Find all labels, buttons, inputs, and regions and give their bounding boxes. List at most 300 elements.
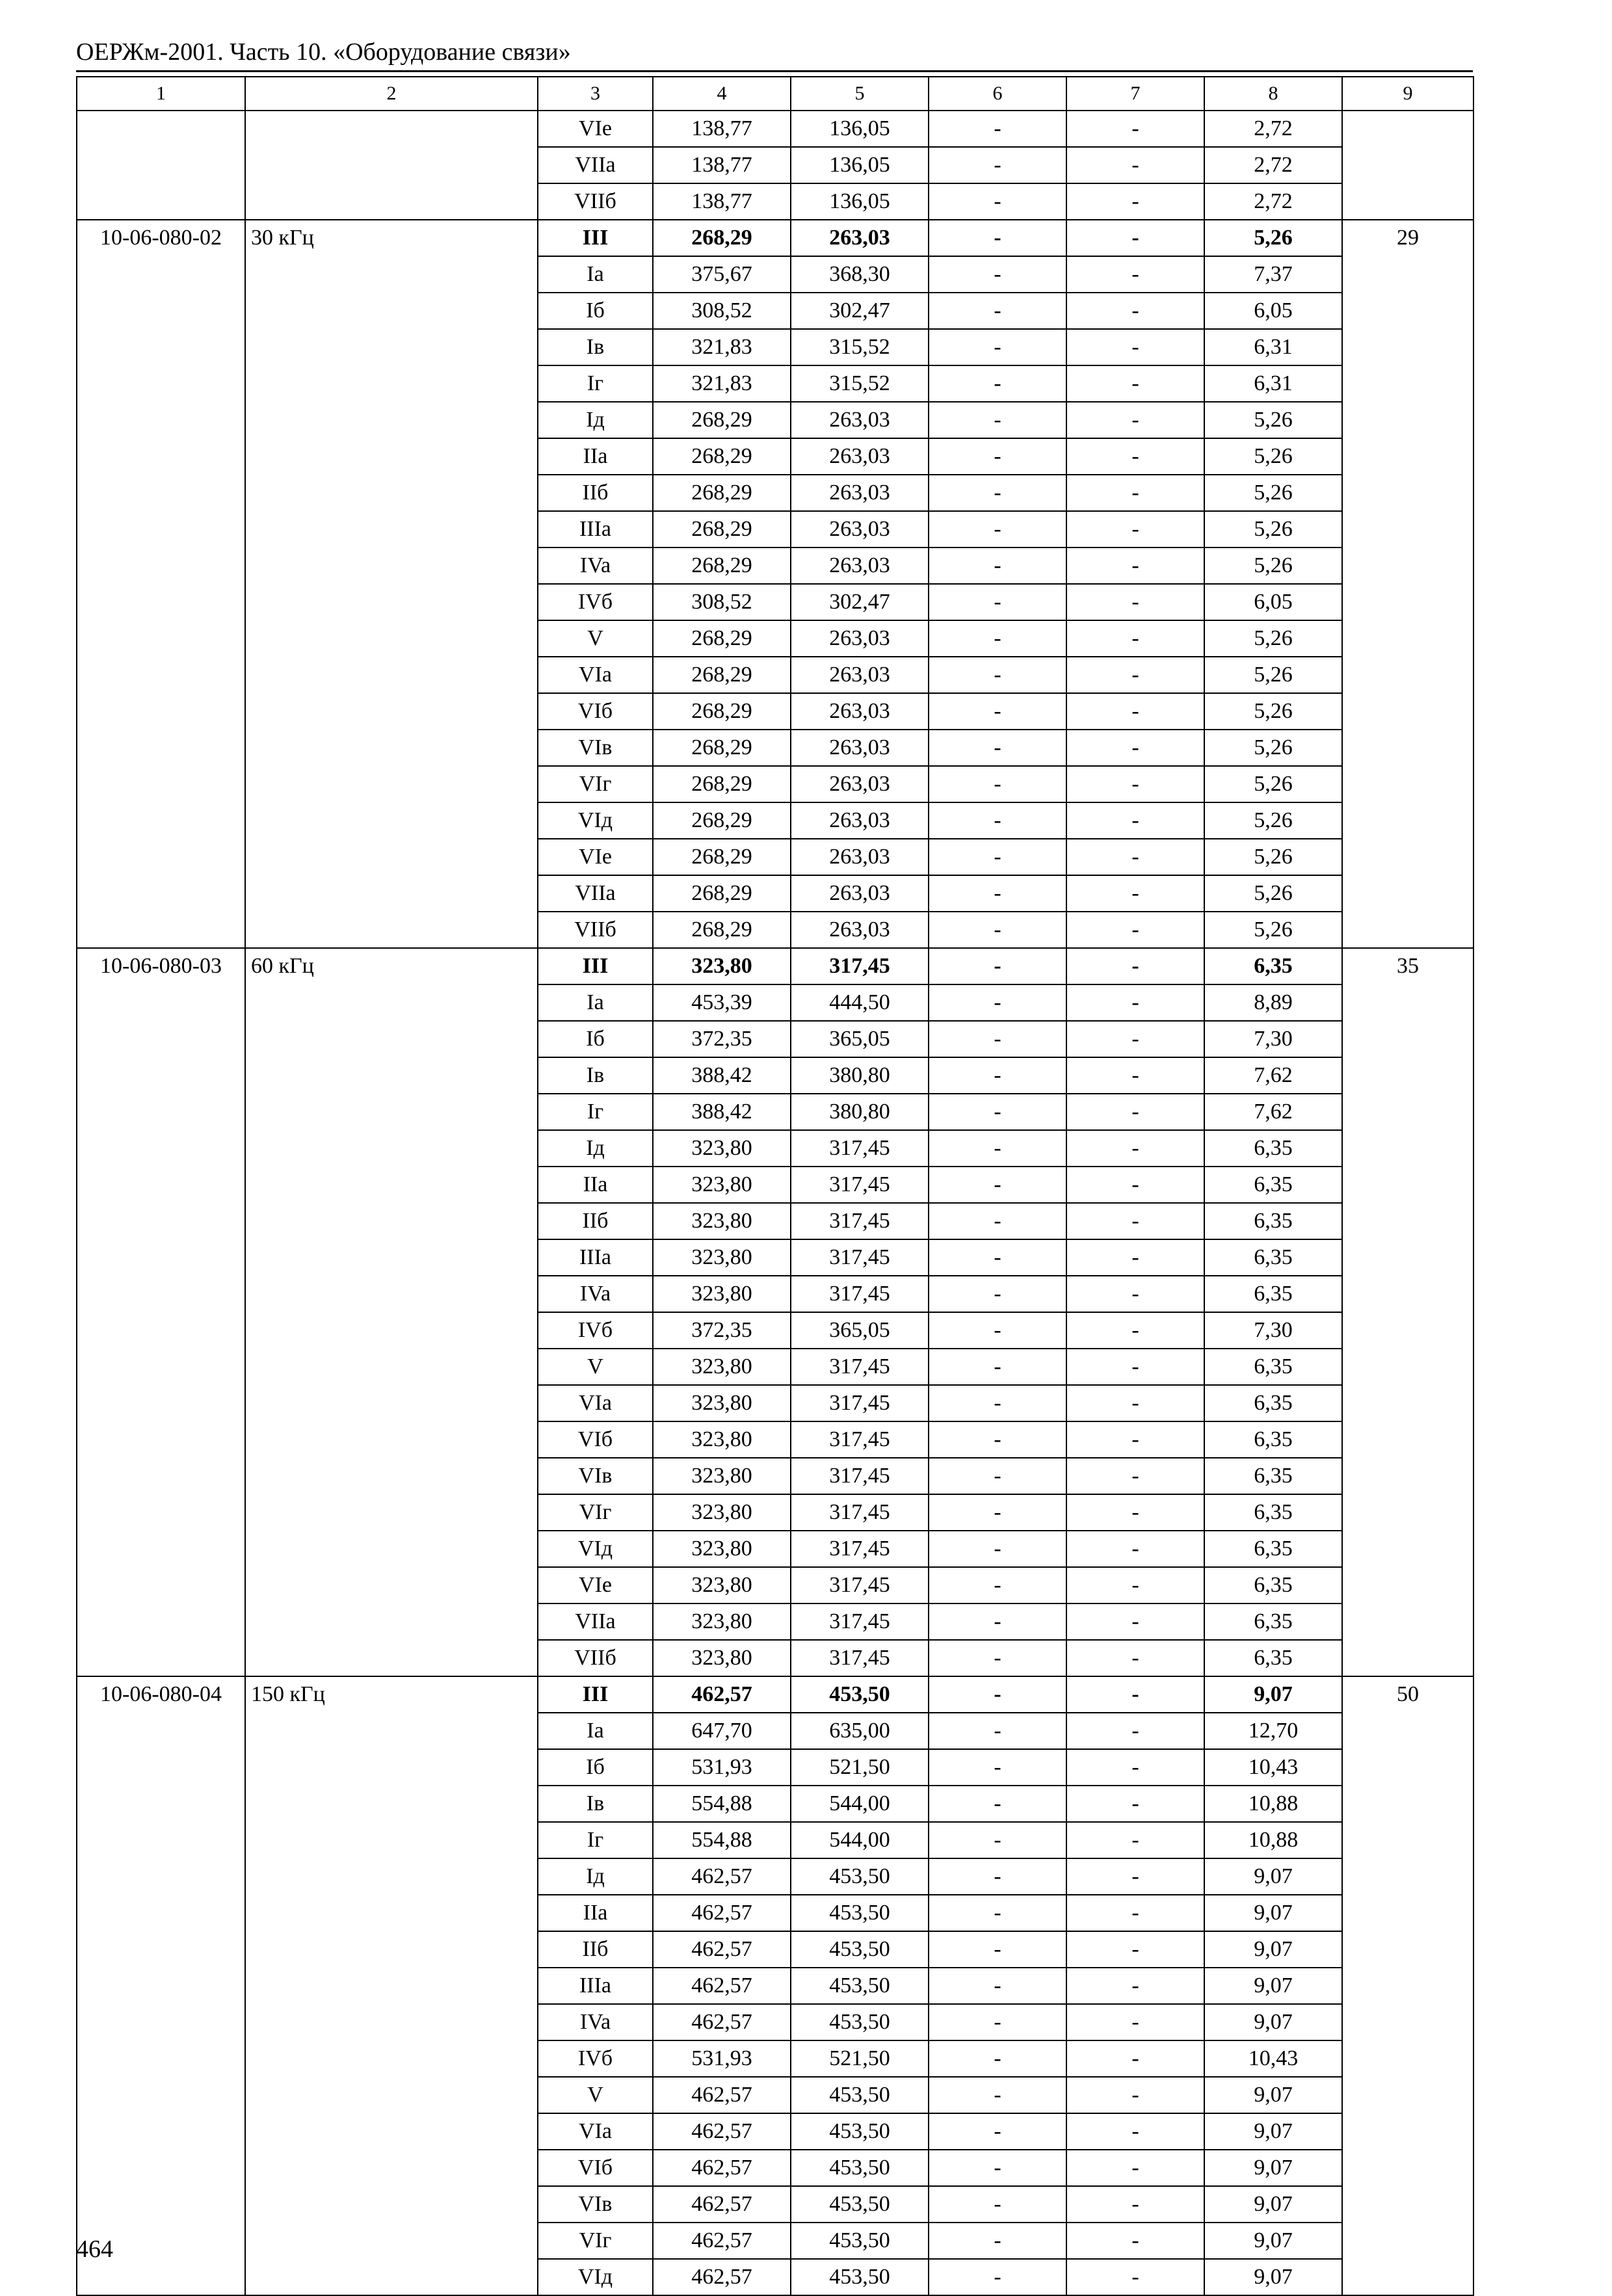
value-cell: 462,57 (653, 2004, 791, 2040)
value-cell: 317,45 (791, 1421, 929, 1458)
value-cell: - (1066, 766, 1204, 802)
value-cell: 321,83 (653, 365, 791, 402)
value-cell: 6,05 (1204, 293, 1342, 329)
value-cell: - (929, 839, 1066, 875)
value-cell: - (929, 1057, 1066, 1094)
value-cell: - (1066, 402, 1204, 438)
value-cell: 7,37 (1204, 256, 1342, 293)
value-cell: 453,50 (791, 2259, 929, 2295)
value-cell: - (1066, 1167, 1204, 1203)
value-cell: 317,45 (791, 1167, 929, 1203)
value-cell: 9,07 (1204, 2077, 1342, 2113)
zone-cell: Iв (538, 1057, 653, 1094)
value-cell: - (1066, 2077, 1204, 2113)
zone-cell: IVб (538, 2040, 653, 2077)
value-cell: 136,05 (791, 147, 929, 183)
value-cell: - (929, 1931, 1066, 1968)
value-cell: 375,67 (653, 256, 791, 293)
value-cell: 308,52 (653, 584, 791, 620)
zone-cell: VIв (538, 2186, 653, 2223)
value-cell: - (929, 1094, 1066, 1130)
zone-cell: VIe (538, 839, 653, 875)
zone-cell: VIв (538, 1458, 653, 1494)
value-cell: - (929, 1822, 1066, 1858)
value-cell: - (1066, 875, 1204, 912)
value-cell: - (929, 548, 1066, 584)
value-cell: 388,42 (653, 1057, 791, 1094)
value-cell: - (929, 2150, 1066, 2186)
value-cell: - (929, 620, 1066, 657)
value-cell: - (929, 912, 1066, 948)
zone-cell: VIг (538, 2223, 653, 2259)
zone-cell: Iд (538, 1858, 653, 1895)
value-cell: 531,93 (653, 2040, 791, 2077)
value-cell: 9,07 (1204, 2259, 1342, 2295)
value-cell: - (1066, 147, 1204, 183)
value-cell: - (1066, 1494, 1204, 1531)
item-code: 10-06-080-03 (77, 948, 245, 1676)
value-cell: - (929, 1021, 1066, 1057)
value-cell: - (929, 475, 1066, 511)
value-cell: 268,29 (653, 875, 791, 912)
value-cell: 10,88 (1204, 1786, 1342, 1822)
zone-cell: VIIб (538, 183, 653, 220)
value-cell: - (1066, 1130, 1204, 1167)
value-cell: 317,45 (791, 1567, 929, 1603)
value-cell: 6,31 (1204, 365, 1342, 402)
col9-value: 29 (1342, 220, 1473, 948)
value-cell: 323,80 (653, 1531, 791, 1567)
value-cell: - (929, 1676, 1066, 1713)
value-cell: - (929, 1968, 1066, 2004)
item-name: 30 кГц (245, 220, 538, 948)
value-cell: 462,57 (653, 2186, 791, 2223)
value-cell: - (929, 1421, 1066, 1458)
value-cell: - (929, 1640, 1066, 1676)
value-cell: - (929, 730, 1066, 766)
value-cell: 453,50 (791, 1895, 929, 1931)
value-cell: 5,26 (1204, 620, 1342, 657)
value-cell: - (1066, 1312, 1204, 1349)
value-cell: 368,30 (791, 256, 929, 293)
value-cell: - (929, 875, 1066, 912)
value-cell: - (1066, 2186, 1204, 2223)
value-cell: 323,80 (653, 1203, 791, 1239)
zone-cell: V (538, 620, 653, 657)
value-cell: - (1066, 2259, 1204, 2295)
value-cell: 12,70 (1204, 1713, 1342, 1749)
value-cell: 453,50 (791, 1968, 929, 2004)
value-cell: - (929, 693, 1066, 730)
zone-cell: VIб (538, 693, 653, 730)
zone-cell: IVa (538, 2004, 653, 2040)
value-cell: - (1066, 1239, 1204, 1276)
value-cell: 6,05 (1204, 584, 1342, 620)
value-cell: 462,57 (653, 1895, 791, 1931)
value-cell: 9,07 (1204, 2004, 1342, 2040)
value-cell: - (1066, 1858, 1204, 1895)
value-cell: - (929, 1786, 1066, 1822)
value-cell: 5,26 (1204, 402, 1342, 438)
table-row (77, 1676, 1473, 1713)
table-row (77, 220, 1473, 256)
item-code: 10-06-080-04 (77, 1676, 245, 2295)
value-cell: - (1066, 2223, 1204, 2259)
value-cell: 323,80 (653, 1421, 791, 1458)
zone-cell: Iд (538, 1130, 653, 1167)
value-cell: - (929, 329, 1066, 365)
zone-cell: IIIa (538, 1239, 653, 1276)
zone-cell: VIIa (538, 875, 653, 912)
value-cell: - (1066, 1968, 1204, 2004)
value-cell: 365,05 (791, 1312, 929, 1349)
value-cell: - (929, 1276, 1066, 1312)
value-cell: 453,50 (791, 2004, 929, 2040)
value-cell: 453,50 (791, 1676, 929, 1713)
value-cell: 453,50 (791, 2113, 929, 2150)
value-cell: 6,35 (1204, 1603, 1342, 1640)
value-cell: - (1066, 183, 1204, 220)
zone-cell: III (538, 220, 653, 256)
value-cell: 268,29 (653, 438, 791, 475)
value-cell: 9,07 (1204, 2113, 1342, 2150)
page-number: 464 (76, 2236, 113, 2263)
value-cell: - (929, 1349, 1066, 1385)
zone-cell: Iг (538, 1094, 653, 1130)
value-cell: 462,57 (653, 2259, 791, 2295)
value-cell: - (929, 766, 1066, 802)
value-cell: - (929, 256, 1066, 293)
value-cell: 365,05 (791, 1021, 929, 1057)
zone-cell: VIб (538, 1421, 653, 1458)
zone-cell: Iб (538, 1021, 653, 1057)
value-cell: 268,29 (653, 548, 791, 584)
item-name: 60 кГц (245, 948, 538, 1676)
value-cell: 6,35 (1204, 1494, 1342, 1531)
col9-value (1342, 111, 1473, 220)
value-cell: 268,29 (653, 511, 791, 548)
value-cell: 6,35 (1204, 1421, 1342, 1458)
value-cell: 372,35 (653, 1021, 791, 1057)
value-cell: 321,83 (653, 329, 791, 365)
value-cell: - (929, 1895, 1066, 1931)
value-cell: 554,88 (653, 1822, 791, 1858)
value-cell: - (1066, 948, 1204, 984)
value-cell: - (929, 1458, 1066, 1494)
value-cell: - (1066, 548, 1204, 584)
zone-cell: VIд (538, 1531, 653, 1567)
value-cell: - (1066, 365, 1204, 402)
value-cell: 263,03 (791, 402, 929, 438)
value-cell: 317,45 (791, 1276, 929, 1312)
value-cell: 2,72 (1204, 111, 1342, 147)
value-cell: - (929, 1239, 1066, 1276)
zone-cell: VIв (538, 730, 653, 766)
value-cell: 268,29 (653, 402, 791, 438)
value-cell: 9,07 (1204, 1968, 1342, 2004)
value-cell: 317,45 (791, 1203, 929, 1239)
zone-cell: VIIб (538, 912, 653, 948)
value-cell: 323,80 (653, 948, 791, 984)
value-cell: - (1066, 1057, 1204, 1094)
zone-cell: Iг (538, 365, 653, 402)
value-cell: 462,57 (653, 1968, 791, 2004)
value-cell: 323,80 (653, 1276, 791, 1312)
value-cell: - (1066, 1567, 1204, 1603)
value-cell: 268,29 (653, 730, 791, 766)
value-cell: - (1066, 111, 1204, 147)
value-cell: - (929, 1567, 1066, 1603)
value-cell: - (1066, 1385, 1204, 1421)
value-cell: - (1066, 1603, 1204, 1640)
value-cell: 317,45 (791, 1603, 929, 1640)
value-cell: 9,07 (1204, 2186, 1342, 2223)
value-cell: 136,05 (791, 183, 929, 220)
value-cell: - (1066, 1786, 1204, 1822)
value-cell: - (929, 948, 1066, 984)
column-header: 7 (1066, 77, 1204, 111)
value-cell: 6,35 (1204, 1349, 1342, 1385)
column-header: 5 (791, 77, 929, 111)
value-cell: 531,93 (653, 1749, 791, 1786)
zone-cell: V (538, 2077, 653, 2113)
value-cell: 263,03 (791, 802, 929, 839)
value-cell: - (929, 1130, 1066, 1167)
zone-cell: IIa (538, 1895, 653, 1931)
zone-cell: Ia (538, 1713, 653, 1749)
value-cell: 453,50 (791, 1858, 929, 1895)
value-cell: 5,26 (1204, 912, 1342, 948)
zone-cell: Iд (538, 402, 653, 438)
value-cell: - (929, 1494, 1066, 1531)
value-cell: - (1066, 329, 1204, 365)
value-cell: - (929, 2223, 1066, 2259)
zone-cell: IVa (538, 548, 653, 584)
value-cell: 5,26 (1204, 220, 1342, 256)
value-cell: 5,26 (1204, 438, 1342, 475)
value-cell: 9,07 (1204, 1676, 1342, 1713)
value-cell: - (1066, 2113, 1204, 2150)
value-cell: - (1066, 584, 1204, 620)
zone-cell: VIIб (538, 1640, 653, 1676)
value-cell: - (929, 802, 1066, 839)
value-cell: - (929, 657, 1066, 693)
column-header: 3 (538, 77, 653, 111)
item-code: 10-06-080-02 (77, 220, 245, 948)
value-cell: 6,35 (1204, 1458, 1342, 1494)
value-cell: - (1066, 984, 1204, 1021)
zone-cell: VIд (538, 2259, 653, 2295)
value-cell: 317,45 (791, 1458, 929, 1494)
value-cell: - (1066, 1421, 1204, 1458)
value-cell: 263,03 (791, 730, 929, 766)
value-cell: 453,50 (791, 2077, 929, 2113)
value-cell: - (1066, 293, 1204, 329)
column-header: 1 (77, 77, 245, 111)
zone-cell: VIa (538, 1385, 653, 1421)
value-cell: 323,80 (653, 1603, 791, 1640)
value-cell: 6,35 (1204, 1167, 1342, 1203)
zone-cell: IVa (538, 1276, 653, 1312)
value-cell: 7,62 (1204, 1094, 1342, 1130)
zone-cell: Ia (538, 984, 653, 1021)
zone-cell: IVб (538, 1312, 653, 1349)
value-cell: 317,45 (791, 1385, 929, 1421)
value-cell: 268,29 (653, 839, 791, 875)
value-cell: 263,03 (791, 693, 929, 730)
value-cell: 635,00 (791, 1713, 929, 1749)
value-cell: - (1066, 1822, 1204, 1858)
value-cell: - (1066, 1931, 1204, 1968)
value-cell: - (929, 2186, 1066, 2223)
value-cell: - (1066, 2004, 1204, 2040)
value-cell: 268,29 (653, 475, 791, 511)
value-cell: 268,29 (653, 693, 791, 730)
value-cell: 323,80 (653, 1239, 791, 1276)
value-cell: 444,50 (791, 984, 929, 1021)
value-cell: 462,57 (653, 2113, 791, 2150)
value-cell: 263,03 (791, 620, 929, 657)
table-row (77, 948, 1473, 984)
value-cell: 5,26 (1204, 475, 1342, 511)
value-cell: - (929, 2259, 1066, 2295)
value-cell: - (929, 1203, 1066, 1239)
value-cell: 453,50 (791, 2223, 929, 2259)
value-cell: - (1066, 1203, 1204, 1239)
zone-cell: IIIa (538, 511, 653, 548)
zone-cell: VIг (538, 1494, 653, 1531)
value-cell: 10,43 (1204, 1749, 1342, 1786)
zone-cell: Iг (538, 1822, 653, 1858)
value-cell: 9,07 (1204, 1895, 1342, 1931)
value-cell: 317,45 (791, 948, 929, 984)
value-cell: 462,57 (653, 2150, 791, 2186)
value-cell: - (929, 1603, 1066, 1640)
value-cell: - (929, 1713, 1066, 1749)
value-cell: - (1066, 2040, 1204, 2077)
value-cell: - (929, 220, 1066, 256)
value-cell: - (1066, 802, 1204, 839)
value-cell: - (929, 2040, 1066, 2077)
zone-cell: IIб (538, 1931, 653, 1968)
value-cell: 5,26 (1204, 657, 1342, 693)
table-row (77, 111, 1473, 147)
value-cell: - (1066, 1349, 1204, 1385)
zone-cell: IVб (538, 584, 653, 620)
rates-table (76, 76, 1474, 2296)
zone-cell: VIIa (538, 147, 653, 183)
value-cell: 317,45 (791, 1239, 929, 1276)
zone-cell: VIa (538, 2113, 653, 2150)
value-cell: 315,52 (791, 329, 929, 365)
value-cell: 138,77 (653, 147, 791, 183)
value-cell: - (929, 402, 1066, 438)
value-cell: 263,03 (791, 875, 929, 912)
value-cell: 462,57 (653, 1931, 791, 1968)
value-cell: 544,00 (791, 1786, 929, 1822)
zone-cell: VIд (538, 802, 653, 839)
value-cell: 6,35 (1204, 1567, 1342, 1603)
value-cell: 5,26 (1204, 802, 1342, 839)
value-cell: 323,80 (653, 1458, 791, 1494)
zone-cell: VIIa (538, 1603, 653, 1640)
zone-cell: VIб (538, 2150, 653, 2186)
value-cell: 136,05 (791, 111, 929, 147)
value-cell: 268,29 (653, 657, 791, 693)
value-cell: 263,03 (791, 912, 929, 948)
value-cell: 6,35 (1204, 1239, 1342, 1276)
header-rule (76, 70, 1473, 72)
value-cell: 263,03 (791, 766, 929, 802)
value-cell: - (929, 1531, 1066, 1567)
value-cell: - (1066, 1895, 1204, 1931)
value-cell: 6,35 (1204, 1130, 1342, 1167)
value-cell: - (1066, 1276, 1204, 1312)
value-cell: - (1066, 438, 1204, 475)
value-cell: - (1066, 1640, 1204, 1676)
value-cell: 647,70 (653, 1713, 791, 1749)
column-header: 2 (245, 77, 538, 111)
value-cell: 372,35 (653, 1312, 791, 1349)
zone-cell: III (538, 1676, 653, 1713)
value-cell: 10,88 (1204, 1822, 1342, 1858)
value-cell: 317,45 (791, 1531, 929, 1567)
zone-cell: IIa (538, 1167, 653, 1203)
value-cell: 302,47 (791, 584, 929, 620)
value-cell: 521,50 (791, 2040, 929, 2077)
zone-cell: IIa (538, 438, 653, 475)
value-cell: 380,80 (791, 1094, 929, 1130)
value-cell: - (929, 1385, 1066, 1421)
zone-cell: VIa (538, 657, 653, 693)
value-cell: 462,57 (653, 2223, 791, 2259)
value-cell: 544,00 (791, 1822, 929, 1858)
value-cell: 308,52 (653, 293, 791, 329)
value-cell: 263,03 (791, 511, 929, 548)
value-cell: 5,26 (1204, 839, 1342, 875)
value-cell: 323,80 (653, 1167, 791, 1203)
value-cell: - (929, 1167, 1066, 1203)
value-cell: 317,45 (791, 1494, 929, 1531)
value-cell: 323,80 (653, 1494, 791, 1531)
value-cell: 263,03 (791, 548, 929, 584)
value-cell: - (1066, 2150, 1204, 2186)
column-header: 6 (929, 77, 1066, 111)
table-body (77, 111, 1473, 2295)
value-cell: 268,29 (653, 220, 791, 256)
value-cell: - (1066, 620, 1204, 657)
value-cell: 6,35 (1204, 1640, 1342, 1676)
value-cell: - (1066, 1458, 1204, 1494)
value-cell: 7,30 (1204, 1312, 1342, 1349)
value-cell: - (929, 365, 1066, 402)
value-cell: 9,07 (1204, 2150, 1342, 2186)
item-name (245, 111, 538, 220)
value-cell: - (929, 293, 1066, 329)
value-cell: 6,35 (1204, 1203, 1342, 1239)
value-cell: 263,03 (791, 839, 929, 875)
page-header: ОЕРЖм-2001. Часть 10. «Оборудование связи» (76, 38, 571, 66)
value-cell: 5,26 (1204, 511, 1342, 548)
value-cell: 6,35 (1204, 948, 1342, 984)
value-cell: 462,57 (653, 1676, 791, 1713)
value-cell: 315,52 (791, 365, 929, 402)
zone-cell: III (538, 948, 653, 984)
value-cell: 380,80 (791, 1057, 929, 1094)
value-cell: - (1066, 912, 1204, 948)
value-cell: 462,57 (653, 2077, 791, 2113)
value-cell: 7,30 (1204, 1021, 1342, 1057)
